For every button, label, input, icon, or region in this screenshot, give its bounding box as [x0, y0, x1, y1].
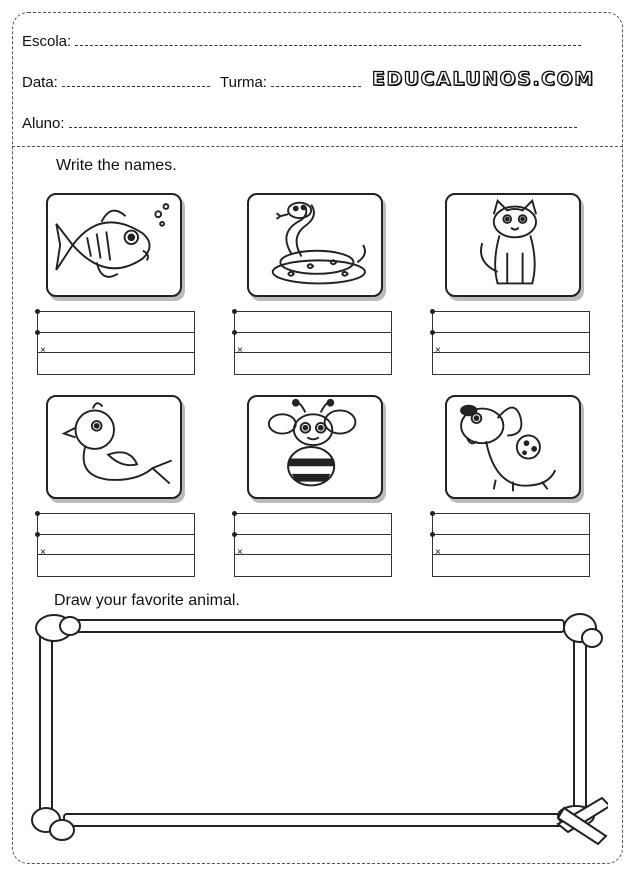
fish-icon [48, 195, 180, 295]
educalunos-logo: EDUCALUNOS.COM [372, 68, 595, 90]
student-label: Aluno: [22, 115, 65, 132]
answer-lines-dog[interactable]: × [432, 513, 590, 577]
animal-card-bird [46, 395, 182, 499]
cat-icon [447, 195, 579, 295]
rope-frame-border [28, 608, 608, 848]
school-field[interactable] [22, 33, 581, 50]
draw-animal-instruction: Draw your favorite animal. [54, 592, 240, 609]
bird-icon [48, 397, 180, 497]
school-label: Escola: [22, 33, 72, 50]
student-input-line[interactable] [69, 127, 577, 128]
animal-card-snake [247, 193, 383, 297]
header-separator [12, 146, 623, 147]
class-field[interactable] [220, 74, 361, 91]
bee-icon [249, 397, 381, 497]
answer-lines-snake[interactable]: × [234, 311, 392, 375]
snake-icon [249, 195, 381, 295]
animal-card-cat [445, 193, 581, 297]
answer-lines-bird[interactable]: × [37, 513, 195, 577]
student-field[interactable] [22, 115, 577, 132]
class-label: Turma: [220, 74, 267, 91]
animal-card-dog [445, 395, 581, 499]
animal-card-fish [46, 193, 182, 297]
answer-lines-bee[interactable]: × [234, 513, 392, 577]
class-input-line[interactable] [271, 86, 361, 87]
date-input-line[interactable] [62, 86, 210, 87]
school-input-line[interactable] [75, 45, 581, 46]
answer-lines-fish[interactable]: × [37, 311, 195, 375]
drawing-frame[interactable] [28, 608, 608, 848]
answer-lines-cat[interactable]: × [432, 311, 590, 375]
write-names-instruction: Write the names. [56, 157, 177, 174]
dog-icon [447, 397, 579, 497]
date-label: Data: [22, 74, 58, 91]
date-field[interactable] [22, 74, 210, 91]
animal-card-bee [247, 395, 383, 499]
